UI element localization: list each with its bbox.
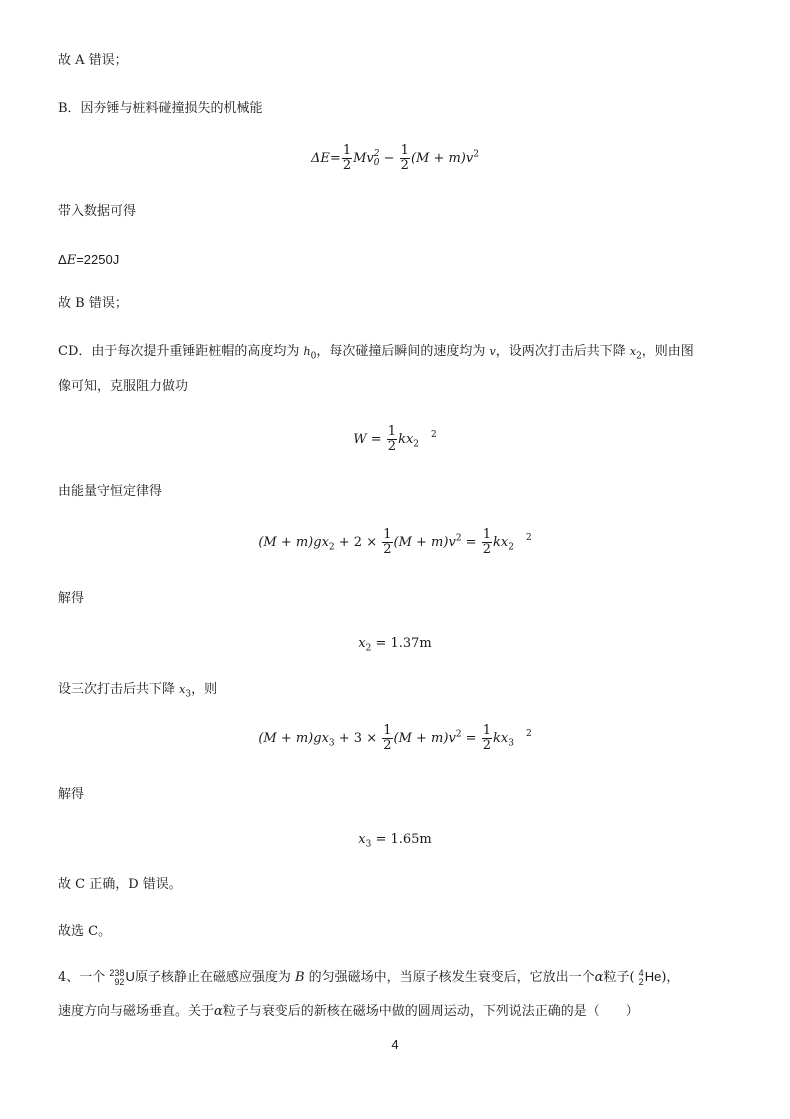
text-line: 带入数据可得 [58,204,137,219]
text-line: 解得 [58,787,85,802]
option-b-intro: B．因夯锤与桩料碰撞损失的机械能 [58,101,263,116]
helium-isotope-notation: 4 2 [638,967,644,987]
conclusion-a: 故 A 错误； [58,53,128,68]
uranium-isotope-notation: 238 92 [109,967,125,987]
equation-energy-three-strikes: $(M + m)gx_3 + 3$ × $\frac{1}{2}$ $(M + m)v^2$ = $\frac{1}{2}$ $kx_3^2$ [258,723,532,753]
text-line [58,100,263,118]
question-4-line-1: 4、一个 238 92 U原子核静止在磁感应强度为 B 的匀强磁场中，当原子核发生衰变后，它放出一个α粒子( 4 2 He)， [58,967,680,987]
conclusion-b: 故 B 错误； [58,296,128,311]
text-line: 像可知，克服阻力做功 [58,379,189,394]
conclusion-cd: 故 C 正确，D 错误。 [58,877,182,892]
fraction: $\frac{1}{2}$ [387,424,397,454]
text-line: CD．由于每次提升重锤距桩帽的高度均为 $h_0$，每次碰撞后瞬间的速度均为 v，设两次打击后共下降 $x_2$，则由图 [58,344,694,362]
question-4-line-2: 速度方向与磁场垂直。关于α粒子与衰变后的新核在磁场中做的圆周运动，下列说法正确的是（ ） [58,1004,639,1019]
text-line [58,295,128,313]
energy-result: ΔE=2250J [58,252,120,268]
equation-work: W = $\frac{1}{2}$ $kx_2^2$ [353,424,437,454]
fraction: $\frac{1}{2}$ [400,143,409,173]
text-line: 解得 [58,591,85,606]
text-line [58,876,182,894]
text-line [58,923,111,941]
equation-energy-loss: ΔE= $\frac{1}{2}$ Mv 2 0 − $\frac{1}{2}$ $(M + m)v^2$ [311,143,479,173]
text-line: 由能量守恒定律得 [58,484,163,499]
equation-x3-result: $x_3 = 1.65m$ [358,832,432,850]
equation-energy-two-strikes: $(M + m)gx_2 + 2$ × $\frac{1}{2}$ $(M + m)v^2$ = $\frac{1}{2}$ $kx_2^2$ [258,527,532,557]
text-line [58,52,128,70]
fraction: $\frac{1}{2}$ [482,723,491,753]
equation-x2-result: $x_2 = 1.37m$ [358,636,432,654]
final-answer: 故选 C。 [58,924,112,939]
fraction: $\frac{1}{2}$ [383,527,392,557]
page-number: 4 [391,1037,399,1052]
text-line: 设三次打击后共下降 $x_3$，则 [58,682,218,700]
fraction: $\frac{1}{2}$ [482,527,491,557]
fraction: $\frac{1}{2}$ [383,723,392,753]
fraction: $\frac{1}{2}$ [342,143,352,173]
